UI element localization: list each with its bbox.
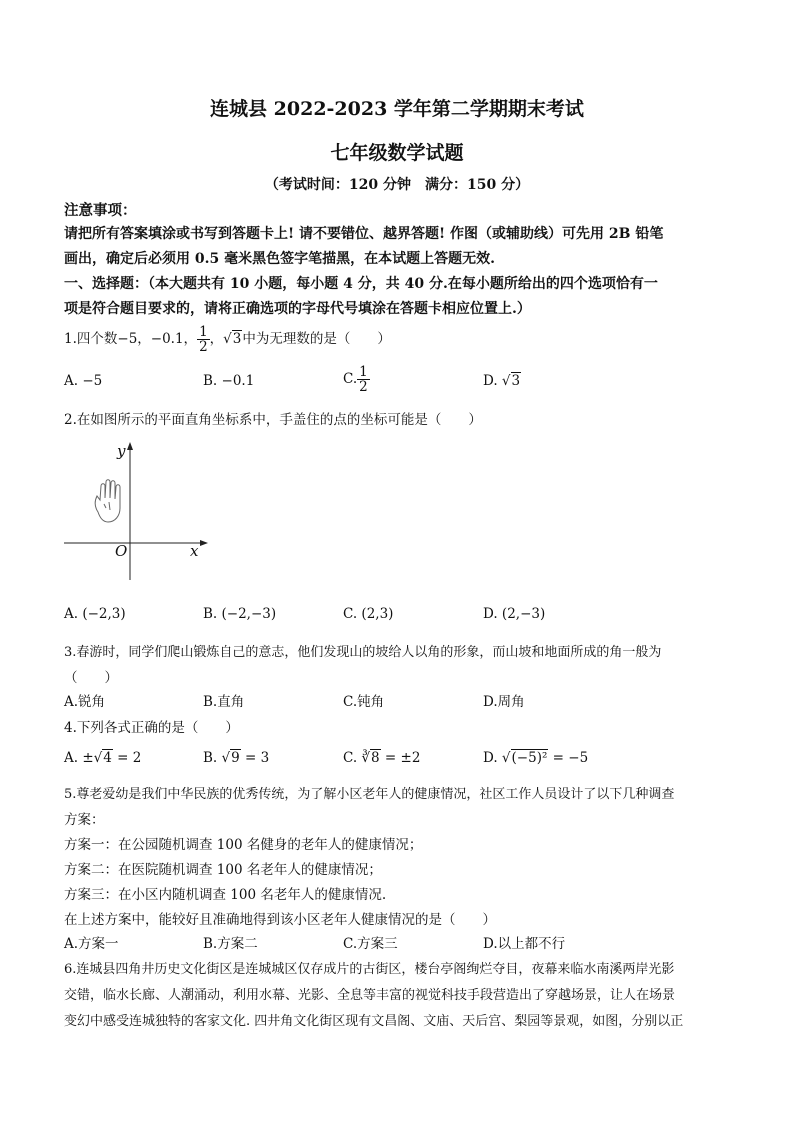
- question-3-stem: 3.春游时，同学们爬山锻炼自己的意志，他们发现山的坡给人以角的形象，而山坡和地面所成的角一般为: [64, 645, 662, 660]
- q4-a-radicand: 4: [103, 750, 112, 766]
- q5-plan-1: 方案一：在公园随机调查 100 名健身的老年人的健康情况；: [64, 837, 423, 853]
- q1-option-a: A. −5: [64, 373, 103, 389]
- q5-option-a: A.方案一: [64, 936, 119, 952]
- q4-d-post: = −5: [548, 750, 589, 766]
- q4-b-radicand: 9: [231, 750, 240, 766]
- notice-line-2: 画出，确定后必须用 0.5 毫米黑色签字笔描黑，在本试题上答题无效.: [64, 251, 495, 267]
- exam-meta: （考试时间：120 分钟 满分：150 分）: [264, 177, 530, 193]
- q2-option-b: B. (−2,−3): [203, 606, 277, 622]
- q1-option-b: B. −0.1: [203, 373, 255, 389]
- section-heading-line-1: 一、选择题：（本大题共有 10 小题，每小题 4 分，共 40 分.在每小题所给出的四个选项恰有一: [64, 276, 658, 292]
- q4-a-pre: A. ±√: [64, 750, 103, 766]
- q1-d-radicand: 3: [511, 373, 521, 389]
- q4-d-pre: D. √: [483, 750, 511, 766]
- q1-fraction: [197, 325, 210, 354]
- coordinate-figure: [60, 440, 210, 585]
- question-6-line-1: 6.连城县四角井历史文化街区是连城城区仅存成片的古街区，楼台亭阁绚烂夺目，夜幕来临水南溪两岸光影: [64, 962, 675, 977]
- q4-a-post: = 2: [112, 750, 142, 766]
- q4-c-radicand: 8: [371, 750, 380, 766]
- question-5-line-2: 方案：: [64, 812, 105, 828]
- question-4-stem: 4.下列各式正确的是（ ）: [64, 720, 239, 736]
- question-1-stem: 1.四个数−5，−0.1， $\frac{1}{2}$ ，√3中为无理数的是（ ）: [64, 324, 391, 355]
- q4-option-c: [343, 750, 420, 766]
- notice-line-1: 请把所有答案填涂或书写到答题卡上! 请不要错位、越界答题! 作图（或辅助线）可先用 2B 铅笔: [64, 226, 664, 242]
- q1-stem-end: 中为无理数的是（ ）: [242, 331, 391, 347]
- q1-comma: ，: [209, 331, 224, 347]
- question-2-stem: 2.在如图所示的平面直角坐标系中，手盖住的点的坐标可能是（ ）: [64, 412, 482, 428]
- q2-option-a: A. (−2,3): [64, 606, 126, 622]
- q4-option-b: [203, 750, 269, 766]
- notice-heading: 注意事项：: [64, 202, 137, 219]
- q1-stem-part: 1.四个数−5，−0.1，: [64, 331, 198, 347]
- q4-c-post: = ±2: [380, 750, 421, 766]
- q3-option-c: C.钝角: [343, 694, 385, 710]
- q1-c-num: 1: [359, 364, 368, 380]
- q2-option-c: C. (2,3): [343, 606, 394, 622]
- y-axis-arrow: [127, 442, 133, 450]
- origin-label: O: [115, 542, 128, 560]
- q5-option-c: C.方案三: [343, 936, 398, 952]
- exam-title: 连城县 2022-2023 学年第二学期期末考试: [210, 98, 584, 120]
- q5-option-d: D.以上都不行: [483, 936, 566, 952]
- q5-plan-2: 方案二：在医院随机调查 100 名老年人的健康情况；: [64, 862, 382, 878]
- q4-option-d: [483, 750, 588, 766]
- exam-subtitle: 七年级数学试题: [330, 142, 464, 164]
- question-6-line-3: 变幻中感受连城独特的客家文化. 四井角文化街区现有文昌阁、文庙、天后宫、梨园等景观，如图，分别以正: [64, 1014, 684, 1029]
- y-axis-label: y: [117, 442, 126, 460]
- q2-option-d: D. (2,−3): [483, 606, 546, 622]
- q4-c-pre: C. ∛: [343, 750, 371, 766]
- q5-plan-3: 方案三：在小区内随机调查 100 名老年人的健康情况.: [64, 887, 387, 903]
- q5-question: 在上述方案中，能较好且准确地得到该小区老年人健康情况的是（ ）: [64, 912, 496, 928]
- q4-b-pre: B. √: [203, 750, 231, 766]
- x-axis-arrow: [200, 540, 208, 546]
- q3-option-a: A.锐角: [64, 694, 106, 710]
- hand-icon: [95, 480, 120, 522]
- q1-d-prefix: D. √: [483, 373, 511, 389]
- q4-d-radicand: (−5)²: [511, 750, 548, 766]
- q4-b-post: = 3: [240, 750, 270, 766]
- q1-option-d: [483, 373, 521, 389]
- q1-c-prefix: C.: [343, 371, 358, 387]
- q4-option-a: [64, 750, 141, 766]
- q1-option-c: [343, 365, 370, 394]
- question-6-line-2: 交错，临水长廊、人潮涌动，利用水幕、光影、全息等丰富的视觉科技手段营造出了穿越场景，让人在场景: [64, 988, 676, 1003]
- q1-frac-den: 2: [199, 339, 208, 355]
- section-heading-line-2: 项是符合题目要求的，请将正确选项的字母代号填涂在答题卡相应位置上.）: [64, 301, 531, 317]
- q3-option-b: B.直角: [203, 694, 245, 710]
- q1-c-den: 2: [359, 379, 368, 395]
- x-axis-label: x: [190, 542, 199, 560]
- question-5-line-1: 5.尊老爱幼是我们中华民族的优秀传统，为了解小区老年人的健康情况，社区工作人员设计了以下几种调查: [64, 787, 675, 802]
- q1-sqrt-radicand: 3: [232, 331, 242, 347]
- q3-paren: （ ）: [64, 670, 118, 686]
- q5-option-b: B.方案二: [203, 936, 258, 952]
- q3-option-d: D.周角: [483, 694, 525, 710]
- q1-c-fraction: [357, 365, 370, 394]
- q1-frac-num: 1: [199, 324, 208, 340]
